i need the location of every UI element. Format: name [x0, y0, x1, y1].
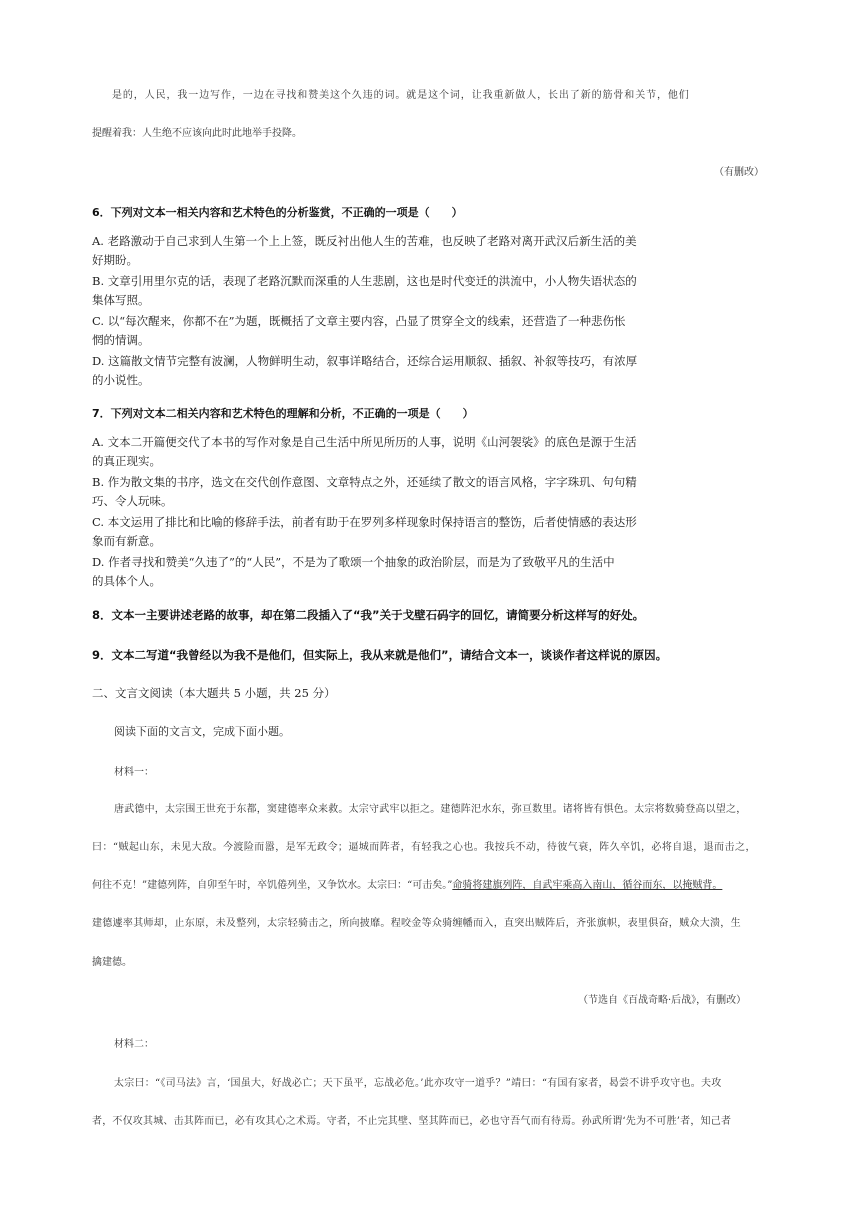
paragraph-line: 提醒着我：人生绝不应该向此时此地举手投降。	[92, 128, 302, 139]
material-1-line: 唐武德中，太宗围王世充于东都，窦建德率众来救。太宗守武牢以拒之。建德阵汜水东，弥亘数里。诸将皆有惧色。太宗将数骑登高以望之，	[114, 804, 747, 815]
option-d-line2: 的具体个人。	[92, 574, 161, 588]
option-c-line1: C. 本文运用了排比和比喻的修辞手法，前者有助于在罗列多样现象时保持语言的整饬，后者使情感的表达形	[92, 515, 637, 529]
material-2-label: 材料二：	[114, 1039, 154, 1050]
option-a-line1: A. 老路激动于自己求到人生第一个上上签，既反衬出他人生的苦难，也反映了老路对离开武汉后新生活的美	[92, 234, 637, 248]
option-b-line1: B. 文章引用里尔克的话，表现了老路沉默而深重的人生悲剧，这也是时代变迁的洪流中，小人物失语状态的	[92, 274, 637, 288]
option-b-line1: B. 作为散文集的书序，选文在交代创作意图、文章特点之外，还延续了散文的语言风格，字字珠玑、句句精	[92, 475, 637, 489]
option-d-line1: D. 作者寻找和赞美“久违了”的“人民”，不是为了歌颂一个抽象的政治阶层，而是为了致敬平凡的生活中	[92, 555, 615, 569]
material-1-line: 曰：“贼起山东，未见大敌。今渡险而嚣，是军无政令；逼城而阵者，有轻我之心也。我按兵不动，待彼气衰，阵久卒饥，必将自退，退而击之，	[92, 842, 756, 853]
material-1-label: 材料一：	[114, 767, 154, 778]
option-c-line2: 象而有新意。	[92, 534, 161, 548]
underlined-sentence: 命骑将建旗列阵，自武牢乘高入南山，循谷而东，以掩贼背。	[452, 880, 723, 891]
material-1-text: 何往不克！”建德列阵，自卯至午时，卒饥倦列坐，又争饮水。太宗曰：“可击矣。”	[92, 880, 453, 891]
paragraph-line: 是的，人民，我一边写作，一边在寻找和赞美这个久违的词。就是这个词，让我重新做人，长出了新的筋骨和关节，他们	[112, 90, 690, 101]
option-c-line1: C. 以“每次醒来，你都不在”为题，既概括了文章主要内容，凸显了贯穿全文的线索，还营造了一种悲伤怅	[92, 314, 626, 328]
option-b-line2: 集体写照。	[92, 293, 150, 307]
option-a-line2: 好期盼。	[92, 253, 138, 267]
question-9: 9．文本二写道“我曾经以为我不是他们，但实际上，我从来就是他们”，请结合文本一，谈谈作者这样说的原因。	[92, 648, 668, 662]
section-2-instruction: 阅读下面的文言文，完成下面小题。	[114, 725, 290, 738]
option-a-line1: A. 文本二开篇便交代了本书的写作对象是自己生活中所见所历的人事，说明《山河袈裟》的底色是源于生活	[92, 435, 637, 449]
option-a-line2: 的真正现实。	[92, 454, 161, 468]
material-1-line: 建德遽率其师却，止东原，未及整列，太宗轻骑击之，所向披靡。程咬金等众骑缠幡而入，直突出贼阵后，齐张旗帜，表里俱奋，贼众大溃，生	[92, 918, 741, 929]
option-b-line2: 巧、令人玩味。	[92, 494, 173, 508]
option-d-line1: D. 这篇散文情节完整有波澜，人物鲜明生动，叙事详略结合，还综合运用顺叙、插叙、补叙等技巧，有浓厚	[92, 354, 638, 368]
material-1-line: 擒建德。	[92, 957, 132, 968]
question-8: 8．文本一主要讲述老路的故事，却在第二段插入了“我”关于戈壁石码字的回忆，请简要分析这样写的好处。	[92, 608, 645, 622]
material-2-line: 太宗曰：“《司马法》言，‘国虽大，好战必亡；天下虽平，忘战必危。’此亦攻守一道乎？”靖曰：“有国有家者，曷尝不讲乎攻守也。夫攻	[114, 1078, 722, 1089]
material-2-line: 者，不仅攻其城、击其阵而已，必有攻其心之术焉。守者，不止完其壁、坚其阵而已，必也守吾气而有待焉。孙武所谓‘先为不可胜’者，知己者	[92, 1116, 732, 1127]
material-1-line	[92, 876, 722, 891]
material-1-source: （节选自《百战奇略·后战》，有删改）	[578, 995, 747, 1006]
question-7-stem: 7．下列对文本二相关内容和艺术特色的理解和分析，不正确的一项是（ ）	[92, 407, 474, 420]
option-c-line2: 惘的情调。	[92, 333, 150, 347]
question-6-stem: 6．下列对文本一相关内容和艺术特色的分析鉴赏，不正确的一项是（ ）	[92, 206, 463, 219]
revision-note: （有删改）	[714, 167, 764, 178]
option-d-line2: 的小说性。	[92, 373, 150, 387]
section-2-title: 二、文言文阅读（本大题共 5 小题，共 25 分）	[92, 686, 336, 700]
